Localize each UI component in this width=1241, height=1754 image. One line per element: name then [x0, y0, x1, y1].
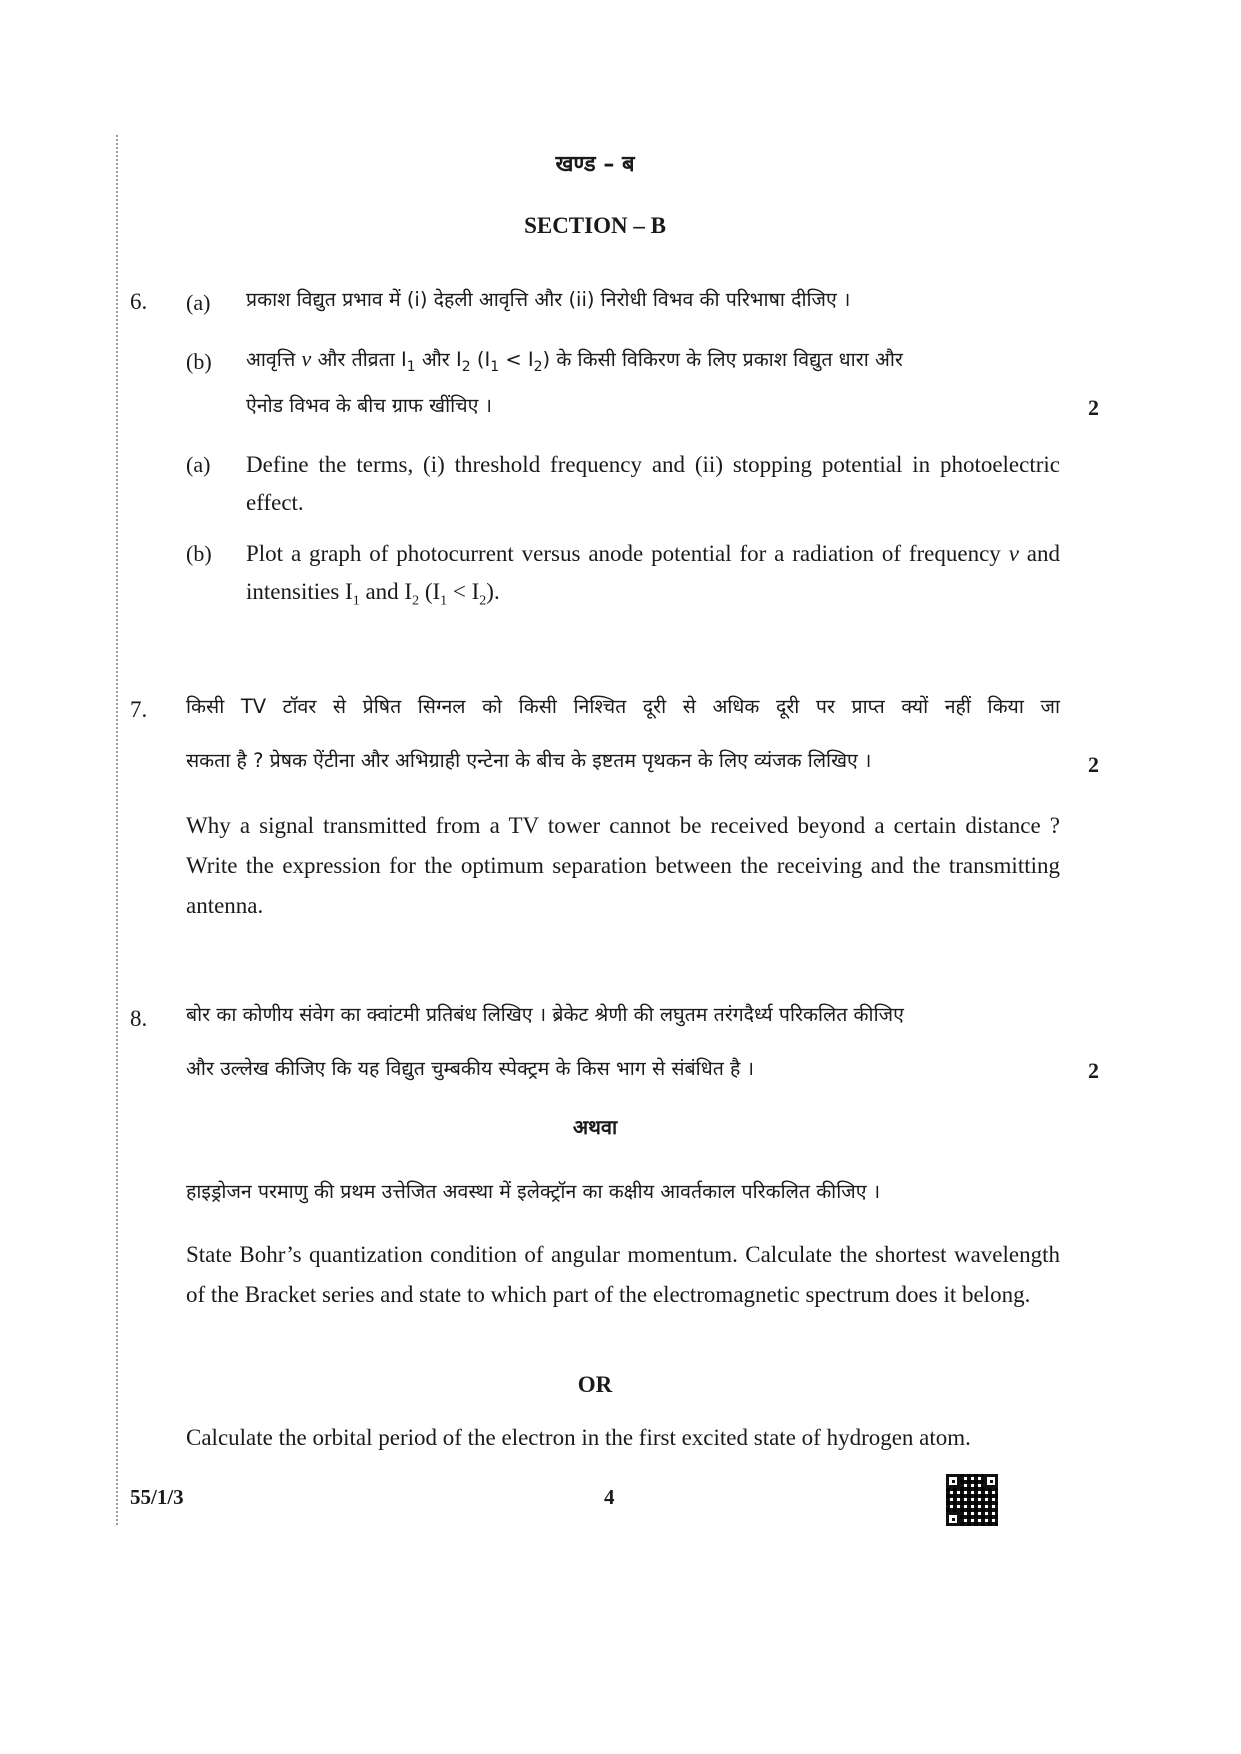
- text-fragment: and I: [359, 579, 413, 604]
- text-fragment: (I: [419, 579, 441, 604]
- text-fragment: ) के किसी विकिरण के लिए प्रकाश विद्युत धारा और: [542, 348, 903, 371]
- question-number-7: 7.: [130, 697, 148, 722]
- q6-hindi-part-a: प्रकाश विद्युत प्रभाव में (i) देहली आवृत्ति और (ii) निरोधी विभव की परिभाषा दीजिए ।: [246, 288, 851, 311]
- text-fragment: (I: [470, 348, 491, 371]
- q6-marks: 2: [1088, 395, 1099, 420]
- section-title-hindi: खण्ड – ब: [555, 152, 635, 177]
- subscript: 1: [352, 593, 360, 609]
- section-title-english: SECTION – B: [524, 213, 666, 238]
- q6-hindi-part-a-label: (a): [186, 290, 211, 315]
- q8-hindi-line1: बोर का कोणीय संवेग का क्वांटमी प्रतिबंध लिखिए । ब्रेकेट श्रेणी की लघुतम तरंगदैर्ध्य परिकलित कीजिए: [186, 1003, 904, 1026]
- q6-english-part-b-label: (b): [186, 541, 212, 566]
- paper-code: 55/1/3: [130, 1485, 184, 1509]
- q6-english-part-a: Define the terms, (i) threshold frequency and (ii) stopping potential in photoelectric effect.: [246, 452, 1060, 515]
- q6-hindi-part-b-label: (b): [186, 349, 212, 374]
- subscript: 2: [533, 358, 543, 375]
- subscript: 2: [412, 593, 420, 609]
- subscript: 1: [406, 358, 416, 375]
- q8-hindi-line2: और उल्लेख कीजिए कि यह विद्युत चुम्बकीय स्पेक्ट्रम के किस भाग से संबंधित है ।: [186, 1057, 754, 1080]
- q8-english-alternative: Calculate the orbital period of the electron in the first excited state of hydrogen atom.: [186, 1425, 971, 1450]
- question-number-8: 8.: [130, 1006, 148, 1031]
- subscript: 2: [479, 593, 487, 609]
- q7-hindi-line2: सकता है ? प्रेषक ऐंटीना और अभिग्राही एन्टेना के बीच के इष्टतम पृथकन के लिए व्यंजक लिखिए ।: [186, 749, 872, 772]
- q6-english-part-b: [246, 535, 1060, 621]
- text-fragment: और तीव्रता I: [311, 348, 407, 371]
- page-number: 4: [604, 1485, 615, 1509]
- q6-hindi-part-b-line2: ऐनोड विभव के बीच ग्राफ खींचिए ।: [246, 394, 492, 417]
- q6-hindi-part-b-line1: [246, 337, 1066, 389]
- or-english: OR: [577, 1372, 613, 1397]
- subscript: 1: [440, 593, 448, 609]
- qr-code-icon: [946, 1474, 998, 1526]
- text-fragment: आवृत्ति: [246, 348, 302, 371]
- subscript: 2: [461, 358, 471, 375]
- qr-finder: [984, 1474, 998, 1488]
- text-fragment: < I: [499, 348, 534, 371]
- q8-hindi-alternative: हाइड्रोजन परमाणु की प्रथम उत्तेजित अवस्था में इलेक्ट्रॉन का कक्षीय आवर्तकाल परिकलित कीजिए ।: [186, 1180, 881, 1203]
- q7-marks: 2: [1088, 752, 1099, 777]
- qr-finder: [946, 1474, 960, 1488]
- text-fragment: Plot a graph of photocurrent versus anode potential for a radiation of frequency: [246, 541, 1009, 566]
- text-fragment: ).: [486, 579, 500, 604]
- nu-symbol: ν: [1008, 541, 1019, 566]
- q8-marks: 2: [1088, 1058, 1099, 1083]
- text-fragment: and intensities I: [246, 541, 1060, 604]
- or-hindi: अथवा: [572, 1115, 618, 1139]
- text-fragment: < I: [447, 579, 480, 604]
- nu-symbol: ν: [301, 346, 312, 371]
- q6-english-part-a-label: (a): [186, 452, 211, 477]
- margin-dotted-line: [116, 135, 118, 1525]
- q7-english: Why a signal transmitted from a TV tower cannot be received beyond a certain distance ? Write the expression for the optimum separation between the receiving and the transmitting antenna.: [186, 813, 1060, 918]
- question-number-6: 6.: [130, 289, 148, 314]
- subscript: 1: [490, 358, 500, 375]
- q8-english: State Bohr’s quantization condition of angular momentum. Calculate the shortest wavelength of the Bracket series and state to which part of the electromagnetic spectrum does it belong.: [186, 1242, 1060, 1307]
- text-fragment: और I: [415, 348, 462, 371]
- q7-hindi-line1: किसी TV टॉवर से प्रेषित सिग्नल को किसी निश्चित दूरी से अधिक दूरी पर प्राप्त क्यों नहीं किया जा: [186, 695, 1060, 718]
- qr-finder: [946, 1512, 960, 1526]
